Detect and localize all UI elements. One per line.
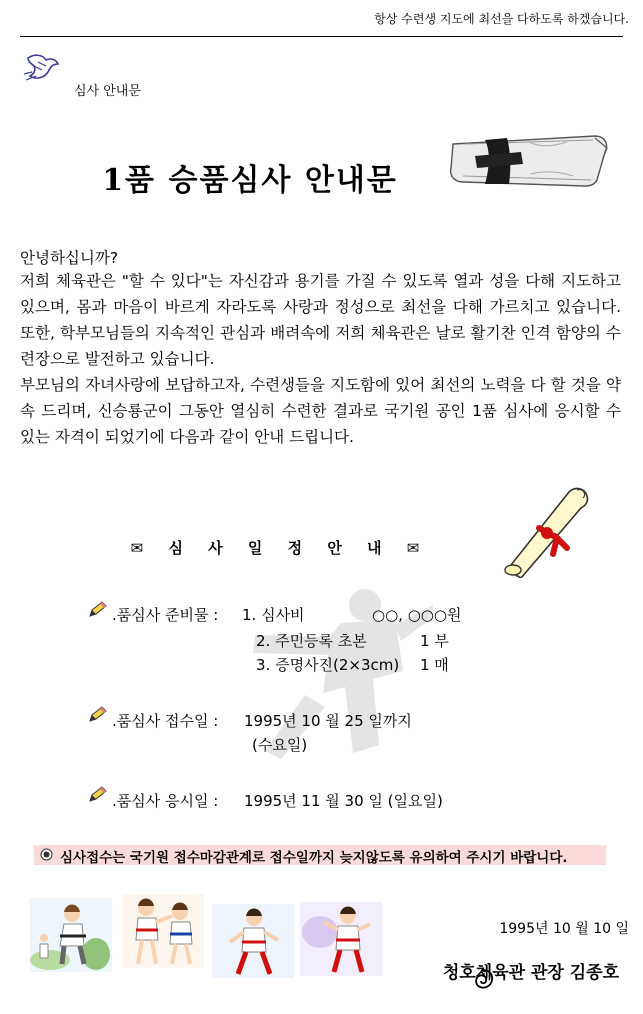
envelope-icon: ✉ [406,539,430,557]
item-prep-line-2: 2. 주민등록 초본 [256,632,367,650]
item-registration-label: .품심사 접수일 : [112,712,219,730]
diploma-scroll-illustration [497,478,597,578]
uniform-belt-illustration [445,130,613,188]
kid-stance-illustration [212,904,294,978]
bullet-icon [40,848,53,861]
document-title: 1품 승품심사 안내문 [102,163,398,198]
item-prep-value-1: ○○, ○○○원 [372,606,462,624]
greeting: 안녕하십니까? [20,249,119,267]
kid-kick-illustration [300,902,382,976]
intro-paragraph: 저희 체육관은 "할 수 있다"는 자신감과 용기를 가질 수 있도록 열과 성을 다해 지도하고 있으며, 몸과 마음이 바르게 자라도록 사랑과 정성으로 최선을 다해 가르치고 있습니다. 또한, 학부모님들의 지속적인 관심과 배려속에 저희 체육관은 날로 활기찬 인격 함양의 수련장으로 발전하고 있습니다. [20,272,621,368]
schedule-heading [0,537,560,558]
item-registration-value: 1995년 10 월 25 일까지 [244,712,412,730]
item-exam-label: .품심사 응시일 : [112,792,219,810]
eligibility-paragraph: 부모님의 자녀사랑에 보답하고자, 수련생들을 지도함에 있어 최선의 노력을 다 할 것을 약속 드리며, 신승룡군이 그동안 열심히 수련한 결과로 국기원 공인 1품 심사에 응시할 수 있는 자격이 되었기에 다음과 같이 안내 드립니다. [20,376,621,446]
item-prep-value-3: 1 매 [420,656,449,674]
item-prep-value-2: 1 부 [420,632,449,650]
pencil-icon [88,785,108,803]
header-divider [20,36,623,37]
issue-date: 1995년 10 월 10 일 [499,921,629,937]
kids-sparring-illustration [122,894,204,968]
section-label: 심사 안내문 [74,84,141,99]
pencil-icon [88,600,108,618]
kids-training-illustration [30,898,112,972]
item-prep-label: .품심사 준비물 : [112,606,219,624]
header-motto: 항상 수련생 지도에 최선을 다하도록 하겠습니다. [374,12,629,26]
item-exam-value: 1995년 11 월 30 일 (일요일) [244,792,443,810]
dove-icon [22,50,62,86]
item-prep-line-1: 1. 심사비 [242,606,305,624]
item-registration-weekday: (수요일) [252,736,308,754]
schedule-heading-text: 심 사 일 정 안 내 [168,539,392,557]
notice-text: 심사접수는 국기원 접수마감관계로 접수일까지 늦지않도록 유의하여 주시기 바랍니다. [60,850,568,866]
item-prep-line-3: 3. 증명사진(2×3cm) [256,656,400,674]
pencil-icon [88,705,108,723]
envelope-icon: ✉ [130,539,154,557]
signature: 청호체육관 관장 김종호 [442,963,619,983]
